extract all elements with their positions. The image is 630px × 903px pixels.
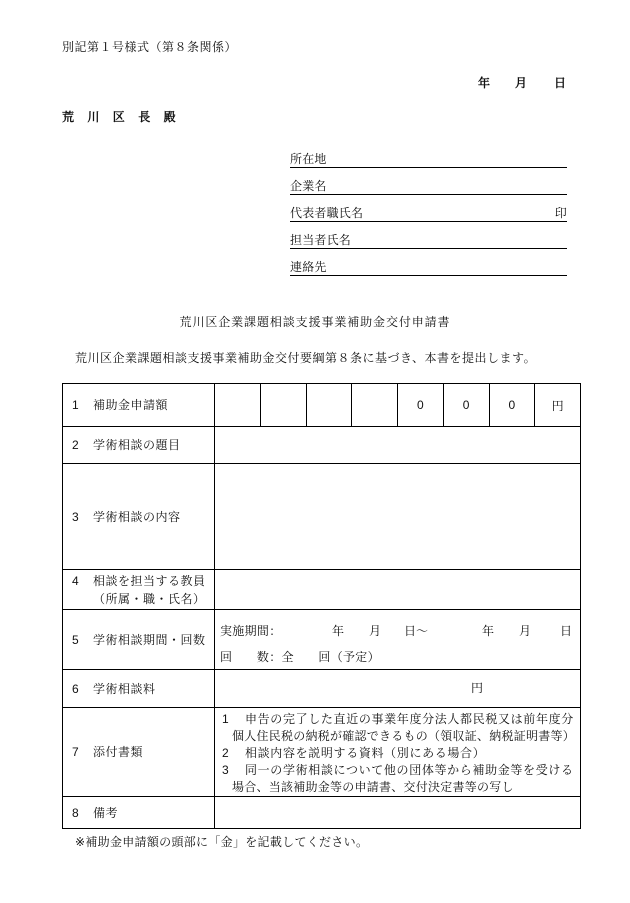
row-label-cell [63,570,215,610]
consultation-content-field [215,464,581,570]
amount-digit-box [444,384,490,427]
period-from-year: 年 [332,624,345,638]
amount-unit: 円 [551,398,564,413]
applicant-company-field [290,178,567,195]
applicant-address-field [290,151,567,168]
applicant-phone-field [290,259,567,276]
amount-digit: 0 [462,398,470,412]
amount-digit: 0 [508,398,516,412]
field-label: 連絡先 [290,260,327,274]
row-label: 学術相談の内容 [93,509,181,524]
applicant-representative-field [290,205,567,222]
row-label: 学術相談の題目 [93,438,181,452]
attachment-text: 個人住民税の納税が確認できるもの（領収証、納税証明書等） [232,729,576,743]
row-label-cell [63,708,215,797]
row-number: 1 [72,398,79,412]
attachment-text: 申告の完了した直近の事業年度分法人都民税又は前年度分 [245,712,574,726]
row-sublabel: （所属・職・氏名） [93,591,206,606]
attachment-number: 1 [222,712,229,726]
row-label: 備考 [93,805,119,820]
field-label: 所在地 [290,152,327,166]
applicant-contact-person-field [290,232,567,249]
date-year-label: 年 [478,76,491,90]
attachment-text: 同一の学術相談について他の団体等から補助金等を受ける [245,763,574,777]
date-month-label: 月 [515,76,528,90]
fee-field [215,670,581,708]
row-label-cell [63,670,215,708]
attachment-number: 3 [222,763,229,777]
period-to-year: 年 [482,624,495,638]
form-number: 別記第１号様式（第８条関係） [62,40,238,54]
row-label-cell [63,797,215,829]
amount-unit-box [535,384,581,427]
row-label: 相談を担当する教員 [93,573,206,588]
amount-digit-box [352,384,398,427]
period-from-day: 日～ [404,624,429,638]
row-number: 6 [72,681,79,696]
row-number: 5 [72,632,79,647]
row-label: 補助金申請額 [93,398,169,412]
row-label-cell [63,610,215,670]
row-number: 8 [72,805,79,820]
row-label-cell [63,464,215,570]
row-number: 7 [72,745,79,759]
row-label-cell [63,427,215,464]
period-to-day: 日 [560,624,573,638]
addressee: 荒 川 区 長 殿 [62,110,177,124]
period-from-month: 月 [369,624,382,638]
row-number: 2 [72,438,79,452]
attachment-item [215,762,580,796]
attachment-number: 2 [222,746,229,760]
attachment-text: 相談内容を説明する資料（別にある場合） [245,746,486,760]
subject-field [215,427,581,464]
row-label: 学術相談料 [93,681,156,696]
period-label: 実施期間： [220,624,282,638]
session-count: 回 数：全 回（予定） [220,650,380,664]
attachment-text: 場合、当該補助金等の申請書、交付決定書等の写し [232,780,514,794]
field-label: 担当者氏名 [290,233,352,247]
amount-digit: 0 [417,398,424,412]
row-number: 3 [72,509,79,524]
intro-statement: 荒川区企業課題相談支援事業補助金交付要綱第８条に基づき、本書を提出します。 [75,351,537,365]
amount-digit-box [215,384,261,427]
document-title: 荒川区企業課題相談支援事業補助金交付申請書 [179,315,451,329]
row-number: 4 [72,573,79,588]
seal-mark: 印 [554,206,567,220]
footnote: ※補助金申請額の頭部に「金」を記載してください。 [75,835,369,849]
amount-digit-box [398,384,444,427]
field-label: 企業名 [290,179,327,193]
advisor-field [215,570,581,610]
attachments-field [215,708,581,797]
row-label: 学術相談期間・回数 [93,632,206,647]
amount-digit-box [490,384,536,427]
row-label-cell [63,384,215,427]
fee-unit: 円 [471,681,484,695]
attachment-item [215,711,580,745]
remarks-field [215,797,581,829]
period-field [215,610,581,670]
amount-digit-box [307,384,353,427]
field-label: 代表者職氏名 [290,206,364,220]
attachment-item [215,745,580,762]
period-to-month: 月 [519,624,532,638]
amount-digit-box [261,384,307,427]
application-table [62,383,581,829]
date-day-label: 日 [554,76,567,90]
row-label: 添付書類 [93,745,144,759]
